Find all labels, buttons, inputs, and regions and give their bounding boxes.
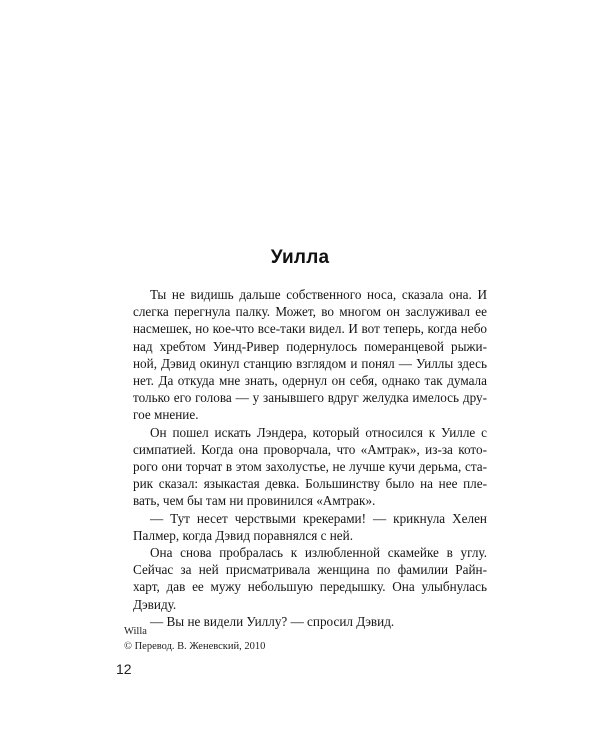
copyright-footnote — [124, 624, 265, 654]
page-number: 12 — [116, 661, 132, 677]
text-line: рого они торчат в этом захолустье, не лучше кучи дерьма, ста- — [133, 459, 487, 475]
text-line: рик сказал: языкастая девка. Большинству было на нее плe- — [133, 476, 487, 492]
text-line: ной, Дэвид окинул станцию взглядом и понял — Уиллы здесь — [133, 355, 487, 371]
paragraph — [116, 510, 487, 544]
text-line: — Тут несет черствыми крекерами! — крикнула Хелен — [150, 510, 487, 526]
paragraph — [116, 286, 487, 424]
text-line: Она снова пробралась к излюбленной скамейке в углу. — [150, 545, 487, 561]
paragraph — [116, 424, 487, 510]
text-line: Дэвиду. — [133, 596, 177, 612]
text-line: Сейчас за ней присматривала женщина по фамилии Райн- — [133, 562, 487, 578]
text-line: — Вы не видели Уиллу? — спросил Дэвид. — [150, 613, 395, 629]
text-line: Он пошел искать Лэндера, который относился к Уилле с — [150, 424, 487, 440]
text-line: харт, дав ее мужу небольшую передышку. Она улыбнулась — [133, 579, 487, 595]
text-line: насмешек, но кое-что все-таки видел. И вот теперь, когда небо — [133, 321, 487, 337]
translation-credit: © Перевод. В. Женевский, 2010 — [124, 641, 266, 652]
text-line: Палмер, когда Дэвид поравнялся с ней. — [133, 527, 354, 543]
text-line: над хребтом Уинд-Ривер подернулось померанцевой рыжи- — [133, 338, 487, 354]
text-line: симпатией. Когда она проворчала, что «Амтрак», из-за кото- — [133, 441, 487, 457]
original-title: Willa — [124, 626, 147, 637]
text-line: только его голова — у занывшего вдруг желудка имелось дру- — [133, 390, 487, 406]
chapter-title: Уилла — [270, 247, 330, 268]
text-line: гое мнение. — [133, 407, 199, 423]
text-line: вать, чем бы там ни провинился «Амтрак». — [133, 493, 376, 509]
chapter-body — [116, 286, 487, 630]
text-line: нет. Да откуда мне знать, одернул он себя, однако так думала — [133, 373, 487, 389]
text-line: Ты не видишь дальше собственного носа, сказала она. И — [150, 287, 487, 302]
paragraph — [116, 544, 487, 613]
text-line: слегка перегнула палку. Может, во многом он заслуживал ее — [133, 304, 487, 320]
